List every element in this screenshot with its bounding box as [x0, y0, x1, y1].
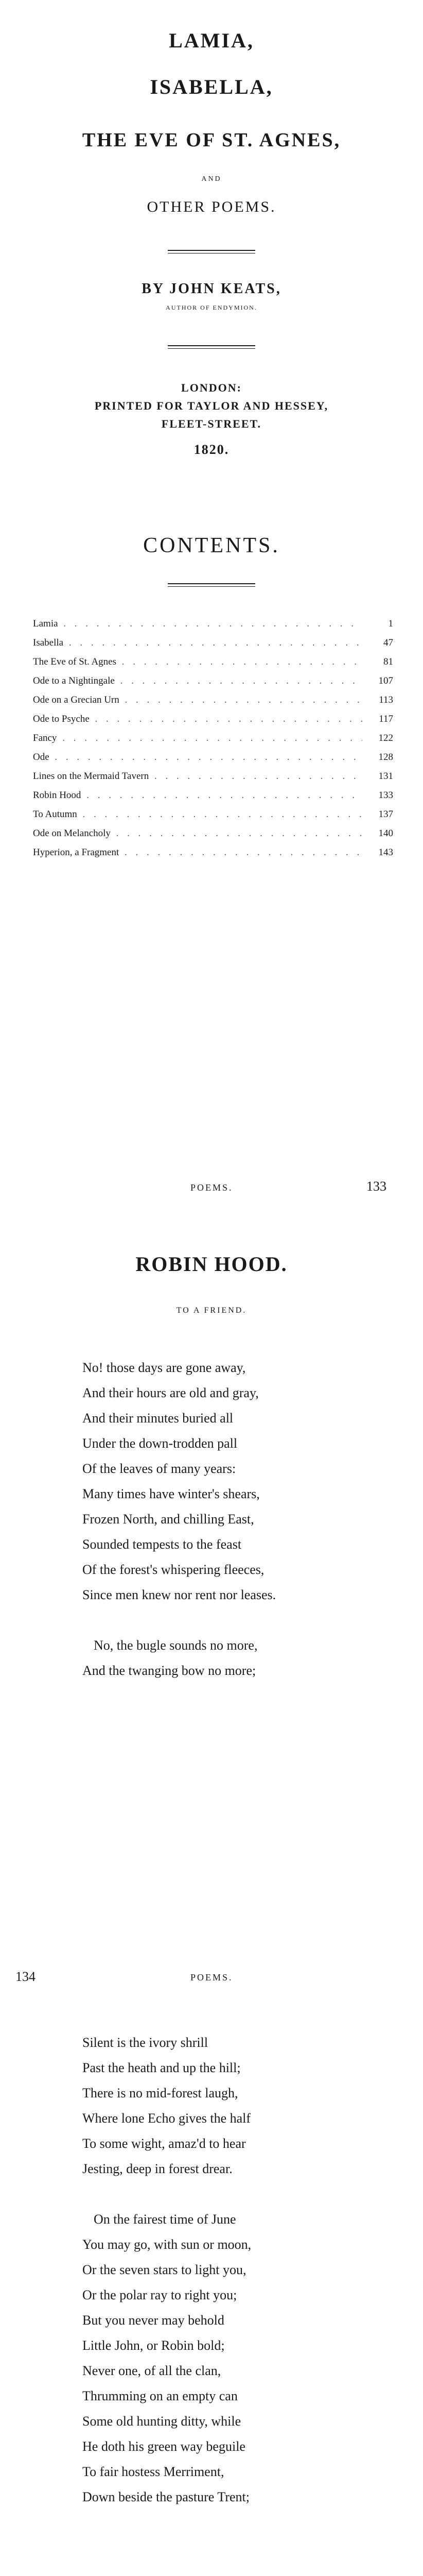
title-rule-1	[168, 250, 255, 251]
toc-item-title: Isabella . . .	[33, 637, 362, 649]
title-page	[0, 0, 423, 515]
imprint-printer: PRINTED FOR TAYLOR AND HESSEY,	[94, 399, 329, 412]
toc-item-title: Ode to a Nightingale . . .	[33, 675, 362, 687]
toc-item[interactable]	[33, 786, 393, 805]
verse-line: Or the polar ray to right you;	[82, 2287, 237, 2302]
verse-line: But you never may behold	[82, 2313, 224, 2328]
verse-line: Where lone Echo gives the half	[82, 2111, 251, 2126]
toc-item-page: 81	[383, 656, 393, 667]
toc-item[interactable]	[33, 690, 393, 709]
verse-line: He doth his green way beguile	[82, 2439, 245, 2454]
verse-line: Under the down-trodden pall	[82, 1436, 238, 1451]
and-word: AND	[201, 175, 222, 183]
stanza-gap	[82, 2181, 251, 2207]
toc-item-page: 128	[378, 751, 393, 762]
toc-item-page: 143	[378, 846, 393, 858]
verse-block	[82, 2030, 251, 2510]
by-line: BY JOHN KEATS,	[142, 281, 281, 297]
verse-line: Frozen North, and chilling East,	[82, 1512, 254, 1527]
toc-item-page: 113	[379, 694, 393, 705]
toc-item[interactable]	[33, 709, 393, 728]
verse-line: Many times have winter's shears,	[82, 1486, 260, 1501]
verse-line: Little John, or Robin bold;	[82, 2338, 225, 2353]
verse-line: To some wight, amaz'd to hear	[82, 2136, 246, 2151]
toc-item-title: Ode to Psyche . . .	[33, 714, 362, 725]
verse-line: To fair hostess Merriment,	[82, 2464, 224, 2479]
imprint-street: FLEET-STREET.	[161, 417, 262, 430]
toc-item[interactable]	[33, 652, 393, 671]
toc-item[interactable]	[33, 805, 393, 824]
imprint-place: LONDON:	[181, 381, 242, 394]
verse-line: And the twanging bow no more;	[82, 1663, 256, 1678]
verse-line: Thrumming on an empty can	[82, 2388, 238, 2403]
verse-line: Past the heath and up the hill;	[82, 2060, 241, 2075]
toc-item-page: 133	[378, 789, 393, 801]
toc-item-page: 137	[378, 808, 393, 820]
toc-item-title: Lamia . . .	[33, 618, 362, 630]
toc-item-page: 107	[378, 675, 393, 686]
dedication: TO A FRIEND.	[176, 1306, 247, 1315]
toc-item[interactable]	[33, 728, 393, 748]
toc-item[interactable]	[33, 843, 393, 862]
verse-line: On the fairest time of June	[94, 2212, 236, 2227]
contents-rule	[168, 583, 255, 584]
verse-block	[82, 1355, 276, 1683]
imprint-year: 1820.	[193, 442, 230, 457]
verse-line: Never one, of all the clan,	[82, 2363, 221, 2378]
verse-line: Of the forest's whispering fleeces,	[82, 1562, 265, 1577]
contents-heading: CONTENTS.	[143, 534, 280, 557]
toc-item-title: Lines on the Mermaid Tavern . . .	[33, 771, 362, 782]
toc-item[interactable]	[33, 671, 393, 690]
verse-line: And their hours are old and gray,	[82, 1385, 259, 1400]
verse-line: Jesting, deep in forest drear.	[82, 2161, 233, 2176]
running-head: POEMS.	[190, 1972, 233, 1982]
page-number: 134	[15, 1969, 36, 1984]
toc-item-page: 117	[379, 713, 393, 724]
toc-item[interactable]	[33, 767, 393, 786]
author-of-endymion: AUTHOR OF ENDYMION.	[166, 304, 257, 311]
toc-item-page: 122	[378, 732, 393, 743]
contents-page	[0, 515, 423, 1154]
toc-list	[33, 614, 393, 862]
verse-line: No! those days are gone away,	[82, 1360, 246, 1375]
contents-rule-b	[168, 586, 255, 587]
verse-line: And their minutes buried all	[82, 1411, 234, 1426]
toc-item[interactable]	[33, 824, 393, 843]
toc-item-title: The Eve of St. Agnes . . .	[33, 656, 362, 668]
verse-line: Silent is the ivory shrill	[82, 2035, 208, 2050]
other-poems: OTHER POEMS.	[147, 198, 276, 215]
title-rule-2	[168, 345, 255, 346]
toc-item-page: 47	[383, 637, 393, 648]
title-lamia: LAMIA,	[169, 29, 254, 52]
toc-item-title: Ode on Melancholy . . .	[33, 828, 362, 839]
verse-line: No, the bugle sounds no more,	[94, 1638, 258, 1653]
toc-item-title: Fancy . . .	[33, 733, 362, 744]
poem-title: ROBIN HOOD.	[135, 1252, 288, 1276]
toc-item-page: 131	[378, 770, 393, 782]
toc-item-title: Robin Hood . . .	[33, 790, 362, 801]
verse-line: Since men knew nor rent nor leases.	[82, 1587, 276, 1602]
toc-item-page: 140	[378, 827, 393, 839]
verse-line: There is no mid-forest laugh,	[82, 2086, 238, 2100]
running-head: POEMS.	[190, 1182, 233, 1193]
toc-item-title: Ode . . .	[33, 752, 362, 763]
title-eve-of-st-agnes: THE EVE OF ST. AGNES,	[82, 129, 341, 151]
verse-line: Of the leaves of many years:	[82, 1461, 236, 1476]
toc-item[interactable]	[33, 614, 393, 633]
verse-line: Or the seven stars to light you,	[82, 2262, 246, 2277]
verse-line: Sounded tempests to the feast	[82, 1537, 242, 1552]
page-134	[0, 1958, 423, 2576]
toc-item[interactable]	[33, 633, 393, 652]
toc-item-title: Hyperion, a Fragment . . .	[33, 847, 362, 858]
title-isabella: ISABELLA,	[150, 75, 273, 98]
toc-item-title: To Autumn . . .	[33, 809, 362, 820]
toc-item-page: 1	[388, 618, 393, 629]
toc-item[interactable]	[33, 748, 393, 767]
toc-item-title: Ode on a Grecian Urn . . .	[33, 694, 362, 706]
verse-line: You may go, with sun or moon,	[82, 2237, 252, 2252]
page-133	[0, 1154, 423, 1958]
verse-line: Some old hunting ditty, while	[82, 2414, 241, 2429]
stanza-gap	[82, 1607, 276, 1633]
page-number: 133	[366, 1179, 386, 1194]
title-rule-2b	[168, 348, 255, 349]
verse-line: Down beside the pasture Trent;	[82, 2489, 250, 2504]
